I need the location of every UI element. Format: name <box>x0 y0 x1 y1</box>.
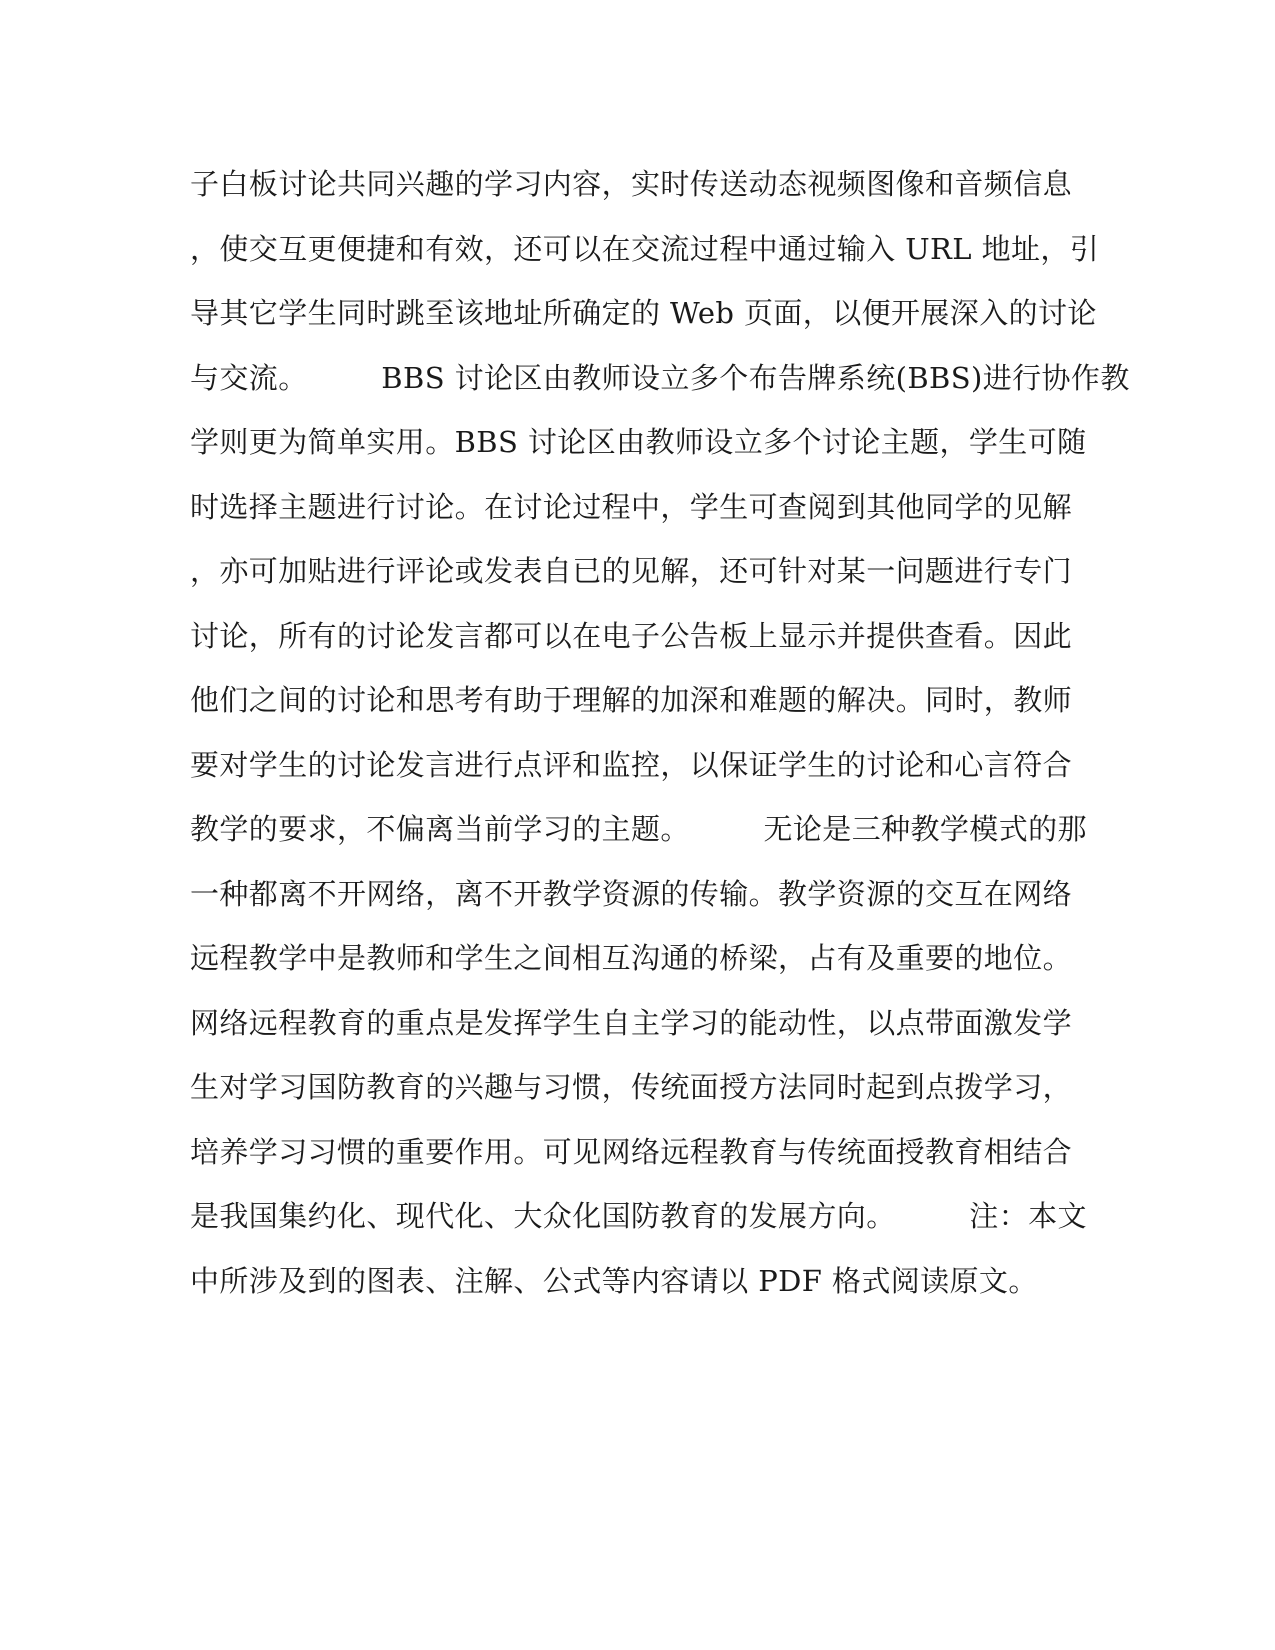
text-line: 学则更为简单实用。BBS 讨论区由教师设立多个讨论主题，学生可随 <box>190 425 1087 459</box>
text-line: 培养学习习惯的重要作用。可见网络远程教育与传统面授教育相结合 <box>190 1134 1073 1169</box>
text-line: 子白板讨论共同兴趣的学习内容，实时传送动态视频图像和音频信息 <box>190 167 1073 201</box>
text-line: 是我国集约化、现代化、大众化国防教育的发展方向。 注：本文 <box>190 1199 1087 1233</box>
text-line: 导其它学生同时跳至该地址所确定的 Web 页面，以便开展深入的讨论 <box>190 296 1097 330</box>
text-line: 与交流。 BBS 讨论区由教师设立多个布告牌系统(BBS)进行协作教 <box>190 360 1130 395</box>
text-line: 讨论，所有的讨论发言都可以在电子公告板上显示并提供查看。因此 <box>190 618 1073 653</box>
text-line: 教学的要求，不偏离当前学习的主题。 无论是三种教学模式的那 <box>190 812 1087 846</box>
text-line: ，亦可加贴进行评论或发表自已的见解，还可针对某一问题进行专门 <box>190 554 1073 588</box>
body-paragraph <box>190 152 1130 1313</box>
text-line: 网络远程教育的重点是发挥学生自主学习的能动性，以点带面激发学 <box>190 1005 1073 1040</box>
text-line: 远程教学中是教师和学生之间相互沟通的桥梁，占有及重要的地位。 <box>190 941 1073 975</box>
text-line: 中所涉及到的图表、注解、公式等内容请以 PDF 格式阅读原文。 <box>190 1263 1038 1298</box>
text-line: 要对学生的讨论发言进行点评和监控，以保证学生的讨论和心言符合 <box>190 747 1073 782</box>
text-line: 他们之间的讨论和思考有助于理解的加深和难题的解决。同时，教师 <box>190 683 1073 717</box>
text-line: ，使交互更便捷和有效，还可以在交流过程中通过输入 URL 地址，引 <box>190 231 1100 266</box>
text-line: 一种都离不开网络，离不开教学资源的传输。教学资源的交互在网络 <box>190 876 1073 911</box>
text-line: 生对学习国防教育的兴趣与习惯，传统面授方法同时起到点拨学习， <box>190 1070 1073 1104</box>
text-line: 时选择主题进行讨论。在讨论过程中，学生可查阅到其他同学的见解 <box>190 489 1073 524</box>
